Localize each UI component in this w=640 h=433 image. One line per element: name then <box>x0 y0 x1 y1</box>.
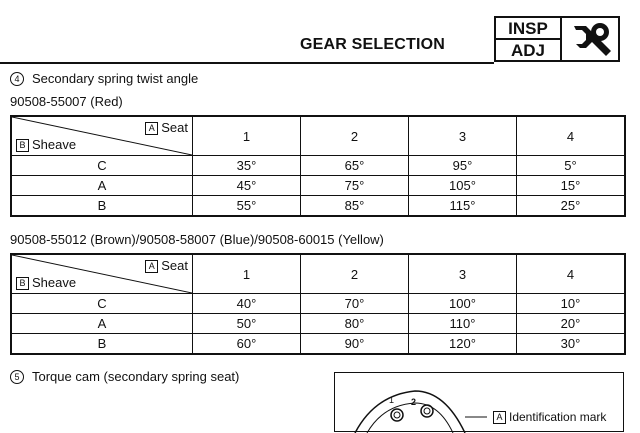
table-cell: 15° <box>517 176 626 196</box>
section-5-heading <box>10 369 239 384</box>
table-cell: 95° <box>409 156 517 176</box>
sheave-header: B Sheave <box>16 275 76 290</box>
column-header: 2 <box>301 116 409 156</box>
insp-adj-badge <box>494 16 620 62</box>
table-cell: 75° <box>301 176 409 196</box>
table-cell: 120° <box>409 334 517 355</box>
table-header-row <box>11 254 625 294</box>
table-cell: 45° <box>193 176 301 196</box>
header-rule <box>0 62 494 64</box>
row-label: A <box>11 176 193 196</box>
badge-adj: ADJ <box>510 40 545 60</box>
table-cell: 80° <box>301 314 409 334</box>
table-cell: 35° <box>193 156 301 176</box>
table-cell: 85° <box>301 196 409 217</box>
table-cell: 70° <box>301 294 409 314</box>
seat-header: A Seat <box>145 120 188 135</box>
table-row <box>11 294 625 314</box>
table-cell: 30° <box>517 334 626 355</box>
mark-number-1: 1 <box>389 395 395 405</box>
torque-cam-drawing <box>335 373 625 433</box>
row-label: B <box>11 334 193 355</box>
table-cell: 20° <box>517 314 626 334</box>
torque-cam-figure <box>334 372 624 432</box>
row-label: A <box>11 314 193 334</box>
table-row <box>11 196 625 217</box>
section-4-number: 4 <box>10 72 24 86</box>
table-row <box>11 314 625 334</box>
table-cell: 100° <box>409 294 517 314</box>
table-cell: 55° <box>193 196 301 217</box>
column-header: 4 <box>517 116 626 156</box>
column-header: 3 <box>409 116 517 156</box>
identification-mark-callout <box>493 410 606 424</box>
diagonal-header-cell <box>11 116 193 156</box>
badge-text <box>496 18 562 60</box>
section-5-title: Torque cam (secondary spring seat) <box>32 369 240 384</box>
table-cell: 105° <box>409 176 517 196</box>
seat-header: A Seat <box>145 258 188 273</box>
column-header: 1 <box>193 116 301 156</box>
table-cell: 65° <box>301 156 409 176</box>
table1-part-label: 90508-55007 (Red) <box>10 94 123 109</box>
column-header: 1 <box>193 254 301 294</box>
table-row <box>11 176 625 196</box>
table-cell: 10° <box>517 294 626 314</box>
table-cell: 90° <box>301 334 409 355</box>
table-header-row <box>11 116 625 156</box>
table-row <box>11 334 625 355</box>
table-cell: 40° <box>193 294 301 314</box>
section-5-number: 5 <box>10 370 24 384</box>
diagonal-header-cell <box>11 254 193 294</box>
mark-number-2: 2 <box>411 397 417 407</box>
callout-letter: A <box>493 411 506 424</box>
twist-angle-table-2 <box>10 253 626 355</box>
table-cell: 50° <box>193 314 301 334</box>
section-4-heading <box>10 71 198 86</box>
column-header: 2 <box>301 254 409 294</box>
section-4-title: Secondary spring twist angle <box>32 71 199 86</box>
wrench-nut-icon <box>562 18 618 60</box>
twist-angle-table-1 <box>10 115 626 217</box>
table-cell: 115° <box>409 196 517 217</box>
table-cell: 5° <box>517 156 626 176</box>
badge-insp: INSP <box>496 18 560 40</box>
table-cell: 25° <box>517 196 626 217</box>
row-label: B <box>11 196 193 217</box>
sheave-header: B Sheave <box>16 137 76 152</box>
row-label: C <box>11 156 193 176</box>
page-title: GEAR SELECTION <box>300 36 446 53</box>
column-header: 4 <box>517 254 626 294</box>
column-header: 3 <box>409 254 517 294</box>
table-cell: 110° <box>409 314 517 334</box>
callout-text: Identification mark <box>509 410 607 424</box>
row-label: C <box>11 294 193 314</box>
table2-part-label: 90508-55012 (Brown)/90508-58007 (Blue)/90508-60015 (Yellow) <box>10 232 384 247</box>
table-cell: 60° <box>193 334 301 355</box>
table-row <box>11 156 625 176</box>
